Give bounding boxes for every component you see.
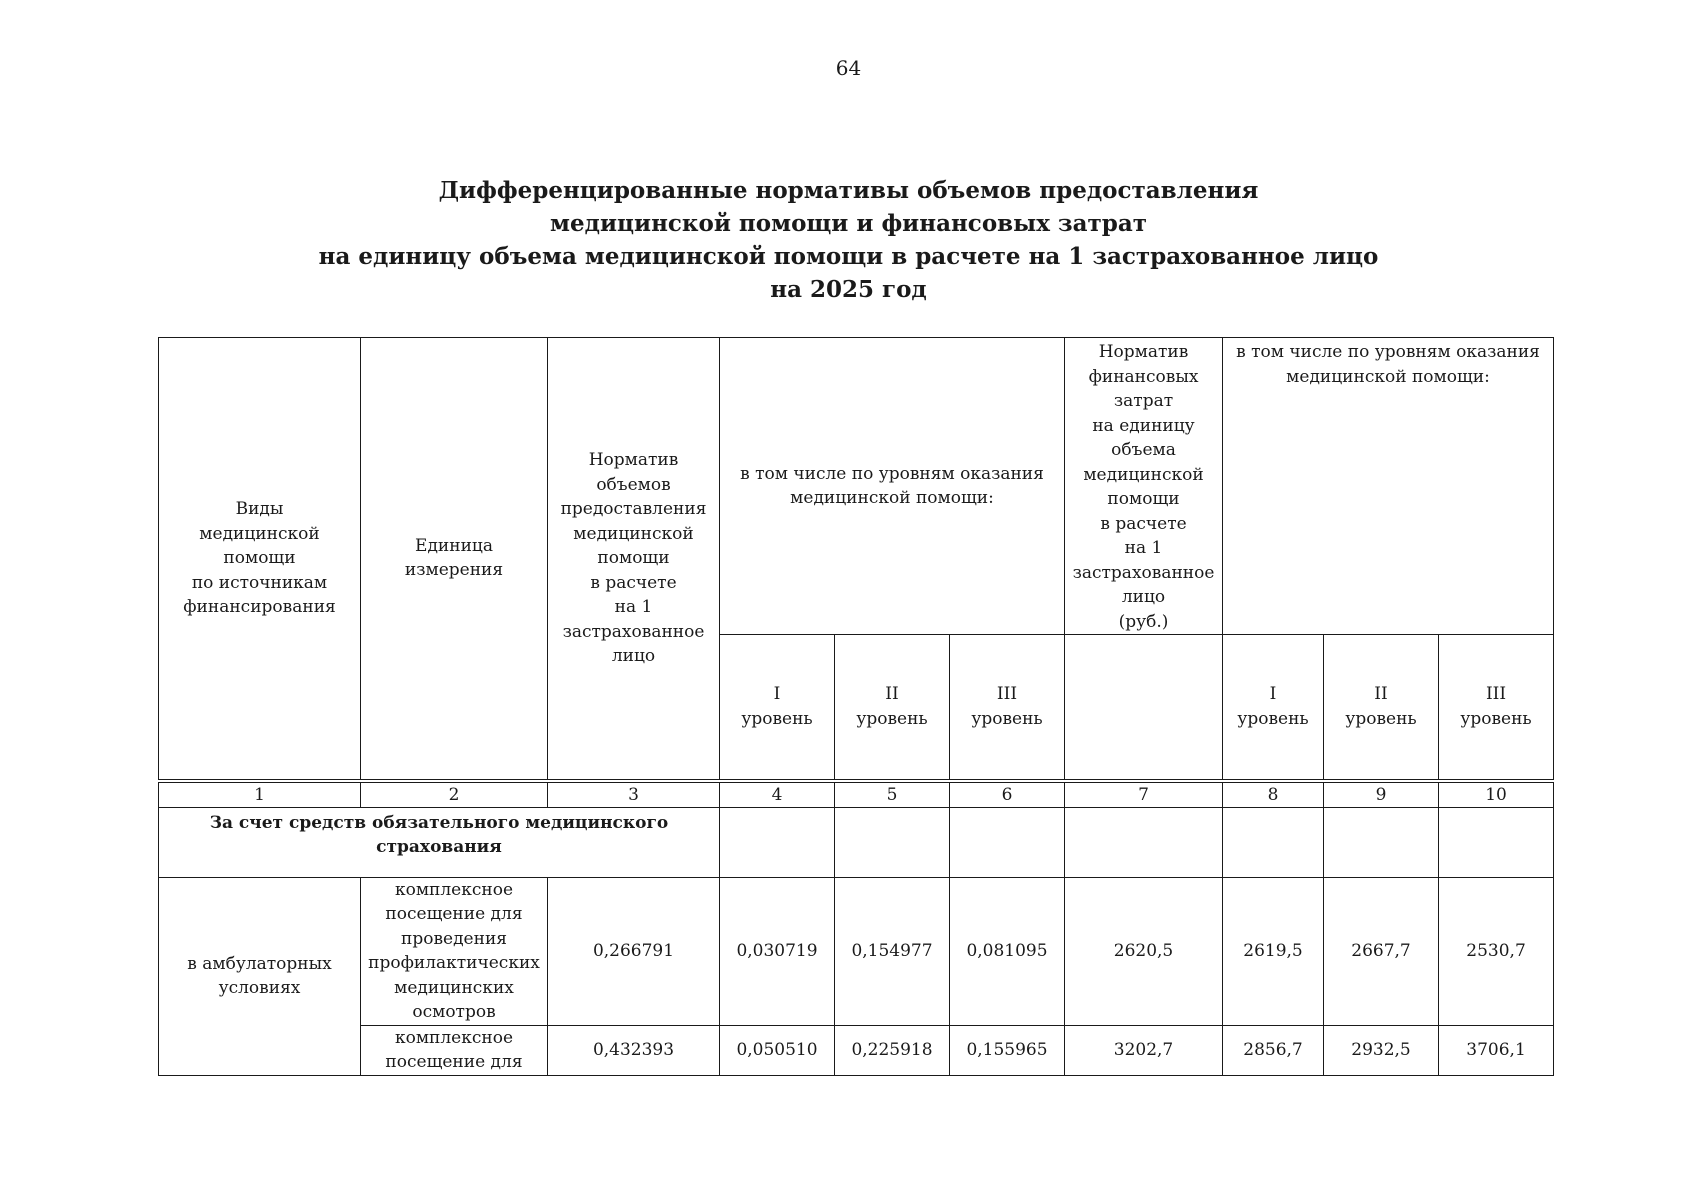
column-number: 5 xyxy=(835,781,950,808)
column-number: 6 xyxy=(950,781,1065,808)
care-kind-cell: в амбулаторных условиях xyxy=(159,877,361,1075)
value-cell: 2856,7 xyxy=(1223,1025,1324,1075)
value-cell: 3706,1 xyxy=(1439,1025,1554,1075)
header-row xyxy=(159,338,1554,635)
table-row xyxy=(159,1025,1554,1075)
value-cell: 0,050510 xyxy=(720,1025,835,1075)
value-cell: 0,081095 xyxy=(950,877,1065,1025)
header-level-2: II уровень xyxy=(835,635,950,781)
document-title xyxy=(0,174,1697,306)
header-kinds: Виды медицинской помощи по источникам финансирования xyxy=(159,338,361,781)
header-level-3: III уровень xyxy=(950,635,1065,781)
empty-cell xyxy=(1439,807,1554,877)
table-row xyxy=(159,877,1554,1025)
title-line: медицинской помощи и финансовых затрат xyxy=(550,210,1147,237)
title-line: на 2025 год xyxy=(770,276,927,303)
empty-cell xyxy=(950,807,1065,877)
empty-cell xyxy=(1065,807,1223,877)
column-number: 3 xyxy=(548,781,720,808)
section-row xyxy=(159,807,1554,877)
value-cell: 2619,5 xyxy=(1223,877,1324,1025)
column-number: 1 xyxy=(159,781,361,808)
header-volume-norm: Норматив объемов предоставления медицинской помощи в расчете на 1 застрахованное лицо xyxy=(548,338,720,781)
header-level-3: III уровень xyxy=(1439,635,1554,781)
unit-cell: комплексное посещение для xyxy=(361,1025,548,1075)
column-number: 8 xyxy=(1223,781,1324,808)
column-number-row xyxy=(159,781,1554,808)
unit-cell: комплексное посещение для проведения профилактических медицинских осмотров xyxy=(361,877,548,1025)
value-cell: 0,225918 xyxy=(835,1025,950,1075)
empty-cell xyxy=(1324,807,1439,877)
header-unit: Единица измерения xyxy=(361,338,548,781)
column-number: 10 xyxy=(1439,781,1554,808)
value-cell: 0,432393 xyxy=(548,1025,720,1075)
header-level-2: II уровень xyxy=(1324,635,1439,781)
column-number: 9 xyxy=(1324,781,1439,808)
value-cell: 0,266791 xyxy=(548,877,720,1025)
header-volume-levels-group: в том числе по уровням оказания медицинской помощи: xyxy=(720,338,1065,635)
header-cost-norm: Норматив финансовых затрат на единицу объема медицинской помощи в расчете на 1 застрахованное лицо (руб.) xyxy=(1065,338,1223,635)
value-cell: 0,155965 xyxy=(950,1025,1065,1075)
empty-cell xyxy=(835,807,950,877)
header-level-1: I уровень xyxy=(720,635,835,781)
column-number: 2 xyxy=(361,781,548,808)
header-empty-cell xyxy=(1065,635,1223,781)
value-cell: 2932,5 xyxy=(1324,1025,1439,1075)
column-number: 7 xyxy=(1065,781,1223,808)
title-line: Дифференцированные нормативы объемов предоставления xyxy=(438,177,1259,204)
norms-table xyxy=(158,337,1554,1076)
value-cell: 2620,5 xyxy=(1065,877,1223,1025)
value-cell: 0,030719 xyxy=(720,877,835,1025)
value-cell: 3202,7 xyxy=(1065,1025,1223,1075)
page-number: 64 xyxy=(835,56,862,80)
value-cell: 2530,7 xyxy=(1439,877,1554,1025)
header-cost-levels-group: в том числе по уровням оказания медицинской помощи: xyxy=(1223,338,1554,635)
header-level-1: I уровень xyxy=(1223,635,1324,781)
value-cell: 2667,7 xyxy=(1324,877,1439,1025)
title-line: на единицу объема медицинской помощи в расчете на 1 застрахованное лицо xyxy=(318,243,1379,270)
section-title: За счет средств обязательного медицинского страхования xyxy=(159,807,720,877)
empty-cell xyxy=(1223,807,1324,877)
value-cell: 0,154977 xyxy=(835,877,950,1025)
empty-cell xyxy=(720,807,835,877)
column-number: 4 xyxy=(720,781,835,808)
